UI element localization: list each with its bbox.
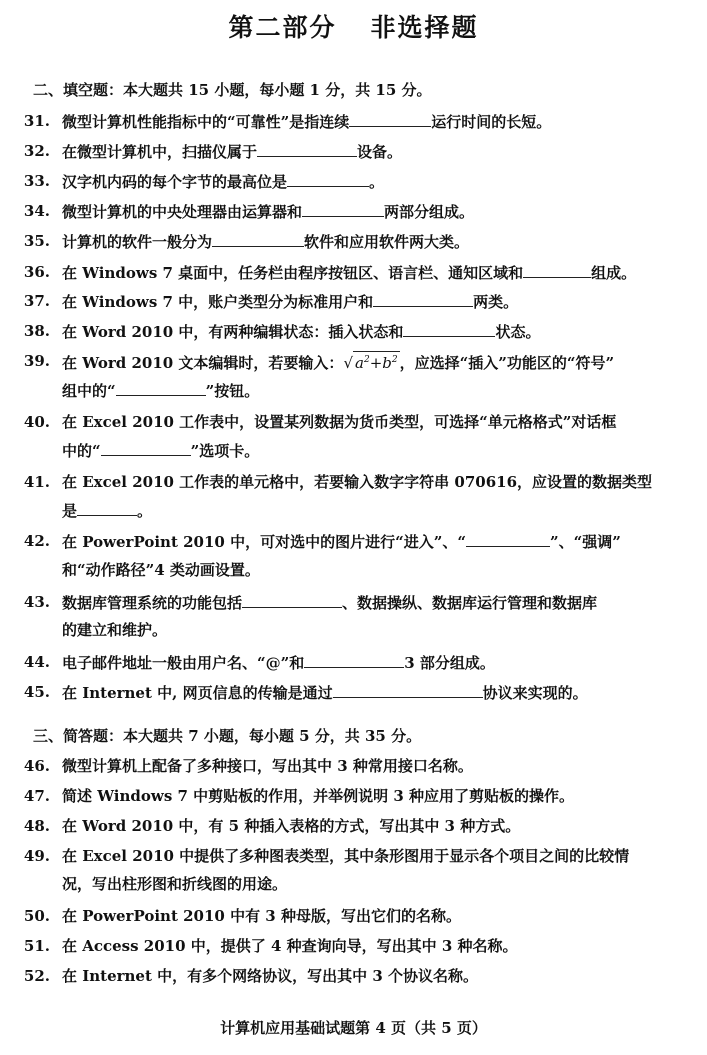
question-text: 在 Word 2010 文本编辑时，若要输入： <box>62 354 344 372</box>
question-text-end: 。 <box>137 502 153 520</box>
question-text: 微型计算机性能指标中的“可靠性”是指连续 <box>62 113 350 131</box>
question-number: 31. <box>23 112 50 130</box>
question-number: 47. <box>23 787 50 805</box>
question-text: 在 Excel 2010 工作表中，设置某列数据为货币类型，可选择“单元格格式”对话框 <box>62 413 617 431</box>
question-text: 的建立和维护。 <box>62 621 168 639</box>
question-number: 41. <box>23 473 50 491</box>
question-text-end: ”、“强调” <box>549 533 621 551</box>
answer-blank <box>287 171 369 187</box>
answer-blank <box>333 682 483 698</box>
question-text-end: 3 部分组成。 <box>404 654 495 672</box>
question-text-end: 两部分组成。 <box>384 203 475 221</box>
section-fill-in-header: 二、填空题：本大题共 15 小题，每小题 1 分，共 15 分。 <box>33 81 432 99</box>
question-number: 36. <box>23 263 50 281</box>
answer-blank <box>212 231 304 247</box>
question-text: 组中的“ <box>62 382 116 400</box>
question-number: 42. <box>23 532 50 550</box>
question-number: 46. <box>23 757 50 775</box>
question-number: 48. <box>23 817 50 835</box>
question-number: 37. <box>23 292 50 310</box>
title-part-label: 第二部分 <box>228 13 337 42</box>
exam-page: 第二部分 非选择题 二、填空题：本大题共 15 小题，每小题 1 分，共 15 分。 31. 微型计算机性能指标中的“可靠性”是指连续 运行时间的长短。 32. 在微型计算机中，扫描仪属于 设备。 33. 汉字机内码的每个字节的最高位是 。 34. 微型计算机的中央处理器由运算器和 两部分组成。 35. 计算机的软件一般分为 软件和应用软件两大类。 36. 在 Windows 7 桌面中，任务栏由程序按钮区、语言栏、通知区域和 组成。 37. 在 Windows 7 中，账户类型分为标准用户和 两类。 38. 在 Word 2010 中，有两种编辑状态：插入状态和 状态。 39. 在 Word 2010 文本编辑时，若要输入：√ $a^2+b^2$ ，应选择“插入”功能区的“符号” 组中的“ ”按钮。 40. 在 Excel 2010 工作表中，设置某列数据为货币类型，可选择“单元格格式”对话框 中的“ ”选项卡。 41. 在 Excel 2010 工作表的单元格中，若要输入数字字符串 070616，应设置的数据类型 是 。 42. 在 PowerPoint 2010 中，可对选中的图片进行“进入”、“ ”、“强调” 和“动作路径”4 类动画设置。 43. 数据库管理系统的功能包括 、数据操纵、数据库运行管理和数据库 的建立和维护。 44. 电子邮件地址一般由用户名、“@”和 3 部分组成。 45. 在 Internet 中, 网页信息的传输是通过 协议来实现的。 三、简答题：本大题共 7 小题，每小题 5 分，共 35 分。 46. 微型计算机上配备了多种接口，写出其中 3 种常用接口名称。 47. 简述 Windows 7 中剪贴板的作用，并举例说明 3 种应用了剪贴板的操作。 48. 在 Word 2010 中，有 5 种插入表格的方式，写出其中 3 种方式。 49. 在 Excel 2010 中提供了多种图表类型，其中条形图用于显示各个项目之间的比较情 况，写出柱形图和折线图的用途。 50. 在 PowerPoint 2010 中有 3 种母版，写出它们的名称。 51. 在 Access 2010 中，提供了 4 种查询向导，写出其中 3 种名称。 52. 在 Internet 中，有多个网络协议，写出其中 3 个协议名称。 计算机应用基础试题第 4 页（共 5 页） <box>0 0 707 1055</box>
question-number: 52. <box>23 967 50 985</box>
question-text-end: 、数据操纵、数据库运行管理和数据库 <box>342 594 598 612</box>
question-text: 在微型计算机中，扫描仪属于 <box>62 143 258 161</box>
question-text: 在 Internet 中，有多个网络协议，写出其中 3 个协议名称。 <box>62 967 479 985</box>
question-text: 在 Excel 2010 中提供了多种图表类型，其中条形图用于显示各个项目之间的比较情 <box>62 847 630 865</box>
answer-blank <box>101 440 191 456</box>
question-text: 数据库管理系统的功能包括 <box>62 594 243 612</box>
answer-blank <box>242 592 342 608</box>
question-text-end: ”选项卡。 <box>190 442 260 460</box>
answer-blank <box>302 201 384 217</box>
question-text: 在 Windows 7 中，账户类型分为标准用户和 <box>62 293 374 311</box>
question-text: 在 Internet 中, 网页信息的传输是通过 <box>62 684 333 702</box>
answer-blank <box>523 262 591 278</box>
question-number: 40. <box>23 413 50 431</box>
question-text: 在 PowerPoint 2010 中，可对选中的图片进行“进入”、“ <box>62 533 466 551</box>
question-text-end: 两类。 <box>473 293 519 311</box>
question-text: 在 Windows 7 桌面中，任务栏由程序按钮区、语言栏、通知区域和 <box>62 264 524 282</box>
section-short-answer-header: 三、简答题：本大题共 7 小题，每小题 5 分，共 35 分。 <box>33 727 422 745</box>
question-number: 45. <box>23 683 50 701</box>
question-number: 33. <box>23 172 50 190</box>
question-text-end: 运行时间的长短。 <box>431 113 552 131</box>
question-text: 中的“ <box>62 442 101 460</box>
question-text: 计算机的软件一般分为 <box>62 233 213 251</box>
answer-blank <box>403 321 495 337</box>
page-title <box>0 8 707 44</box>
answer-blank <box>466 531 550 547</box>
question-number: 50. <box>23 907 50 925</box>
question-text-end: 设备。 <box>357 143 403 161</box>
question-number: 34. <box>23 202 50 220</box>
question-text: 和“动作路径”4 类动画设置。 <box>62 561 260 579</box>
question-text: 在 Word 2010 中，有两种编辑状态：插入状态和 <box>62 323 404 341</box>
answer-blank <box>77 500 137 516</box>
question-text: 在 Word 2010 中，有 5 种插入表格的方式，写出其中 3 种方式。 <box>62 817 521 835</box>
question-text: 微型计算机的中央处理器由运算器和 <box>62 203 303 221</box>
question-text-end: 软件和应用软件两大类。 <box>304 233 470 251</box>
answer-blank <box>349 111 431 127</box>
question-number: 44. <box>23 653 50 671</box>
question-number: 51. <box>23 937 50 955</box>
question-text: 微型计算机上配备了多种接口，写出其中 3 种常用接口名称。 <box>62 757 473 775</box>
question-text-end: 。 <box>369 173 385 191</box>
question-number: 32. <box>23 142 50 160</box>
question-number: 35. <box>23 232 50 250</box>
question-text: 简述 Windows 7 中剪贴板的作用，并举例说明 3 种应用了剪贴板的操作。 <box>62 787 575 805</box>
question-text: 在 Excel 2010 工作表的单元格中，若要输入数字字符串 070616，应设置的数据类型 <box>62 473 653 491</box>
answer-blank <box>304 652 404 668</box>
question-text-end: ，应选择“插入”功能区的“符号” <box>399 354 615 372</box>
title-type-label: 非选择题 <box>370 13 479 42</box>
question-text: 电子邮件地址一般由用户名、“@”和 <box>62 654 305 672</box>
question-number: 38. <box>23 322 50 340</box>
sqrt-formula: $a^2+b^2$ <box>353 351 400 371</box>
question-text: 在 PowerPoint 2010 中有 3 种母版，写出它们的名称。 <box>62 907 461 925</box>
answer-blank <box>373 291 473 307</box>
question-number: 39. <box>23 352 50 370</box>
question-text-end: ”按钮。 <box>205 382 260 400</box>
page-footer: 计算机应用基础试题第 4 页（共 5 页） <box>220 1019 487 1037</box>
question-text-end: 状态。 <box>495 323 541 341</box>
question-text-end: 协议来实现的。 <box>482 684 588 702</box>
question-number: 49. <box>23 847 50 865</box>
question-text-end: 组成。 <box>591 264 637 282</box>
question-number: 43. <box>23 593 50 611</box>
question-text: 汉字机内码的每个字节的最高位是 <box>62 173 288 191</box>
question-text: 是 <box>62 502 78 520</box>
question-text: 况，写出柱形图和折线图的用途。 <box>62 875 288 893</box>
question-text: 在 Access 2010 中，提供了 4 种查询向导，写出其中 3 种名称。 <box>62 937 518 955</box>
answer-blank <box>116 380 206 396</box>
answer-blank <box>257 141 357 157</box>
